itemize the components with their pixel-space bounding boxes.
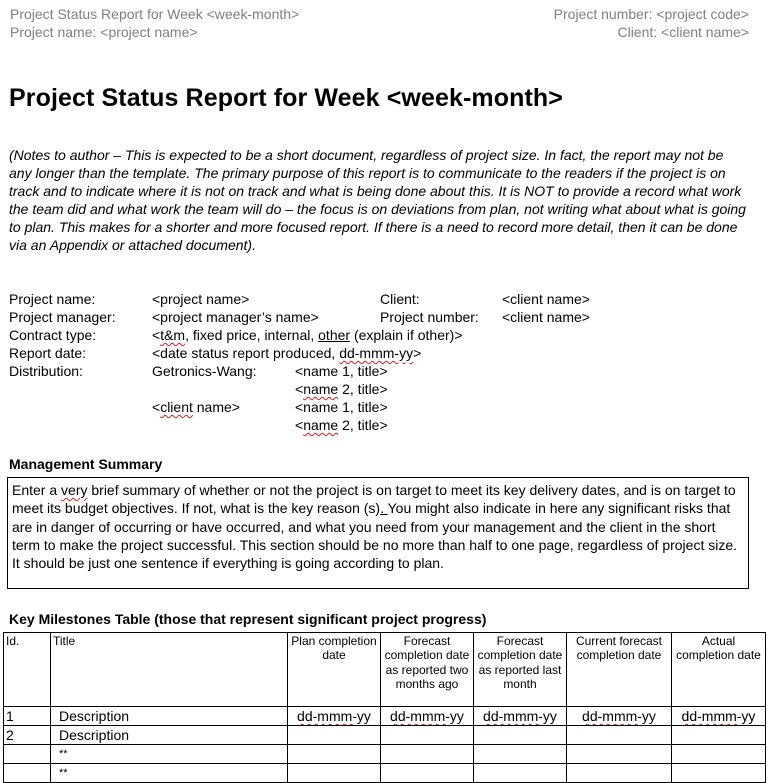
summary-text: You might also indicate in here any significant risks that are in danger of occurring or have occurred, and what you need from your management and the client in the short term to make the project successful. This section should be no more than half to one page, regardless of project size. It should be just one sentence if everything is going according to plan. <box>12 500 738 572</box>
author-notes: (Notes to author – This is expected to be a short document, regardless of project size. In fact, the report may not be any longer than the template. The primary purpose of this report is to communicate to the readers if the project is on track and to indicate where it is not on track and what is being done about this. It is NOT to provide a record what work the team did and what work the team will do – the focus is on deviations from plan, not writing what about what is going to plan. This makes for a shorter and more focused report. If there is a need to record more detail, then it can be done via an Appendix or attached document). <box>9 147 746 254</box>
cell-forecast-2 <box>381 726 474 745</box>
col-actual-date: Actual completion date <box>672 633 766 707</box>
col-forecast-two-months: Forecast completion date as reported two months ago <box>381 633 474 707</box>
management-summary-heading: Management Summary <box>9 456 163 472</box>
client-label: Client: <box>380 291 420 307</box>
cell-plan <box>288 764 381 783</box>
project-details <box>9 290 709 440</box>
cell-forecast-1 <box>474 726 567 745</box>
table-row <box>4 707 766 726</box>
col-current-forecast: Current forecast completion date <box>567 633 672 707</box>
name-part: 2, title> <box>338 381 388 397</box>
distribution-name-1: <name 1, title> <box>295 363 388 379</box>
header-client: Client: <client name> <box>617 24 749 40</box>
project-manager-label: Project manager: <box>9 309 116 325</box>
name-part: 2, title> <box>338 417 388 433</box>
header-report-title: Project Status Report for Week <week-month> <box>10 6 300 22</box>
table-row <box>4 745 766 764</box>
distribution-org: Getronics-Wang: <box>152 363 257 379</box>
table-row <box>4 764 766 783</box>
cell-id: 2 <box>4 726 51 745</box>
cell-actual <box>672 707 766 726</box>
distribution-client-name-2 <box>295 416 388 434</box>
client-value: <client name> <box>502 291 590 307</box>
cell-forecast-2 <box>381 707 474 726</box>
report-date-part: <date status report produced, <box>152 345 340 361</box>
contract-type-part: (explain if other)> <box>350 327 463 343</box>
cell-title: ** <box>51 745 288 764</box>
table-row <box>4 726 766 745</box>
project-name-value: <project name> <box>152 291 250 307</box>
header-project-number: Project number: <project code> <box>553 6 749 22</box>
cell-forecast-1 <box>474 707 567 726</box>
contract-type-part: other <box>318 327 351 343</box>
cell-forecast-2 <box>381 764 474 783</box>
col-forecast-last-month: Forecast completion date as reported last month <box>474 633 567 707</box>
cell-forecast-1 <box>474 745 567 764</box>
project-number-value: <client name> <box>502 309 590 325</box>
cell-id: 1 <box>4 707 51 726</box>
contract-type-part: < <box>152 327 161 343</box>
distribution-label: Distribution: <box>9 363 83 379</box>
project-number-label: Project number: <box>380 309 479 325</box>
report-date-value <box>152 344 421 362</box>
cell-forecast-1 <box>474 764 567 783</box>
milestones-table <box>3 632 766 783</box>
header-right <box>554 5 749 41</box>
contract-type-part: t&m <box>160 327 186 343</box>
name-part: name <box>303 417 339 433</box>
contract-type-part: , fixed price, internal, <box>185 327 319 343</box>
cell-current <box>567 707 672 726</box>
name-part: < <box>295 417 304 433</box>
report-date-label: Report date: <box>9 345 87 361</box>
header-project-name: Project name: <project name> <box>10 24 198 40</box>
cell-title: Description <box>51 726 288 745</box>
col-plan-date: Plan completion date <box>288 633 381 707</box>
cell-id <box>4 764 51 783</box>
col-id: Id. <box>4 633 51 707</box>
cell-title: Description <box>51 707 288 726</box>
date-text: dd-mmm-yy <box>681 708 756 724</box>
running-header <box>10 5 749 45</box>
summary-text: very <box>61 482 88 498</box>
cell-id <box>4 745 51 764</box>
date-text: dd-mmm-yy <box>582 708 656 724</box>
cell-actual <box>672 726 766 745</box>
name-part: < <box>152 399 161 415</box>
cell-forecast-2 <box>381 745 474 764</box>
cell-title: ** <box>51 764 288 783</box>
cell-current <box>567 726 672 745</box>
summary-text: brief summary of whether or not the project is on target to meet its key delivery dates, and is on target to meet its budget objectives. If not, what is the key reason (s) <box>12 482 736 517</box>
milestones-heading: Key Milestones Table (those that represent significant project progress) <box>9 611 487 627</box>
name-part: client <box>160 399 193 415</box>
date-text: dd-mmm-yy <box>390 708 464 724</box>
distribution-client-name-1: <name 1, title> <box>295 399 388 415</box>
distribution-name-2 <box>295 380 388 398</box>
project-name-label: Project name: <box>9 291 96 307</box>
management-summary-box <box>7 477 749 589</box>
header-left <box>10 5 299 41</box>
distribution-client-org <box>152 398 240 416</box>
date-text: dd-mmm-yy <box>483 708 557 724</box>
col-title: Title <box>51 633 288 707</box>
report-date-part: dd-mmm-yy <box>339 345 414 361</box>
cell-actual <box>672 764 766 783</box>
cell-current <box>567 745 672 764</box>
name-part: name> <box>192 399 240 415</box>
summary-text: Enter a <box>12 482 62 498</box>
name-part: name <box>303 381 339 397</box>
cell-plan <box>288 726 381 745</box>
contract-type-value <box>152 326 463 344</box>
cell-current <box>567 764 672 783</box>
date-text: dd-mmm-yy <box>297 708 371 724</box>
contract-type-label: Contract type: <box>9 327 97 343</box>
cell-actual <box>672 745 766 764</box>
summary-text: . <box>380 500 388 517</box>
name-part: < <box>295 381 304 397</box>
project-manager-value: <project manager’s name> <box>152 309 319 325</box>
cell-plan <box>288 745 381 764</box>
page-title: Project Status Report for Week <week-month> <box>9 84 563 112</box>
table-header-row <box>4 633 766 707</box>
cell-plan <box>288 707 381 726</box>
report-date-part: > <box>413 345 422 361</box>
